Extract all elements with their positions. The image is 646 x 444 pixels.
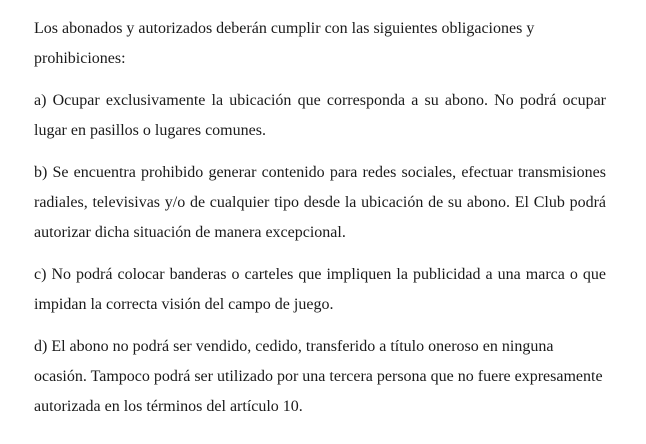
clause-d: d) El abono no podrá ser vendido, cedido, transferido a título oneroso en ninguna ocasión. Tampoco podrá ser utilizado por una tercera persona que no fuere expresamente autorizada en los términos del artículo 10. [34,338,603,415]
clause-a: a) Ocupar exclusivamente la ubicación que corresponda a su abono. No podrá ocupar lugar en pasillos o lugares comunes. [34,92,606,139]
clause-c: c) No podrá colocar banderas o carteles que impliquen la publicidad a una marca o que impidan la correcta visión del campo de juego. [34,266,606,313]
intro-paragraph: Los abonados y autorizados deberán cumplir con las siguientes obligaciones y prohibiciones: [34,20,535,67]
document-body [34,14,606,434]
clause-b: b) Se encuentra prohibido generar contenido para redes sociales, efectuar transmisiones radiales, televisivas y/o de cualquier tipo desde la ubicación de su abono. El Club podrá autorizar dicha situación de manera excepcional. [34,164,606,241]
